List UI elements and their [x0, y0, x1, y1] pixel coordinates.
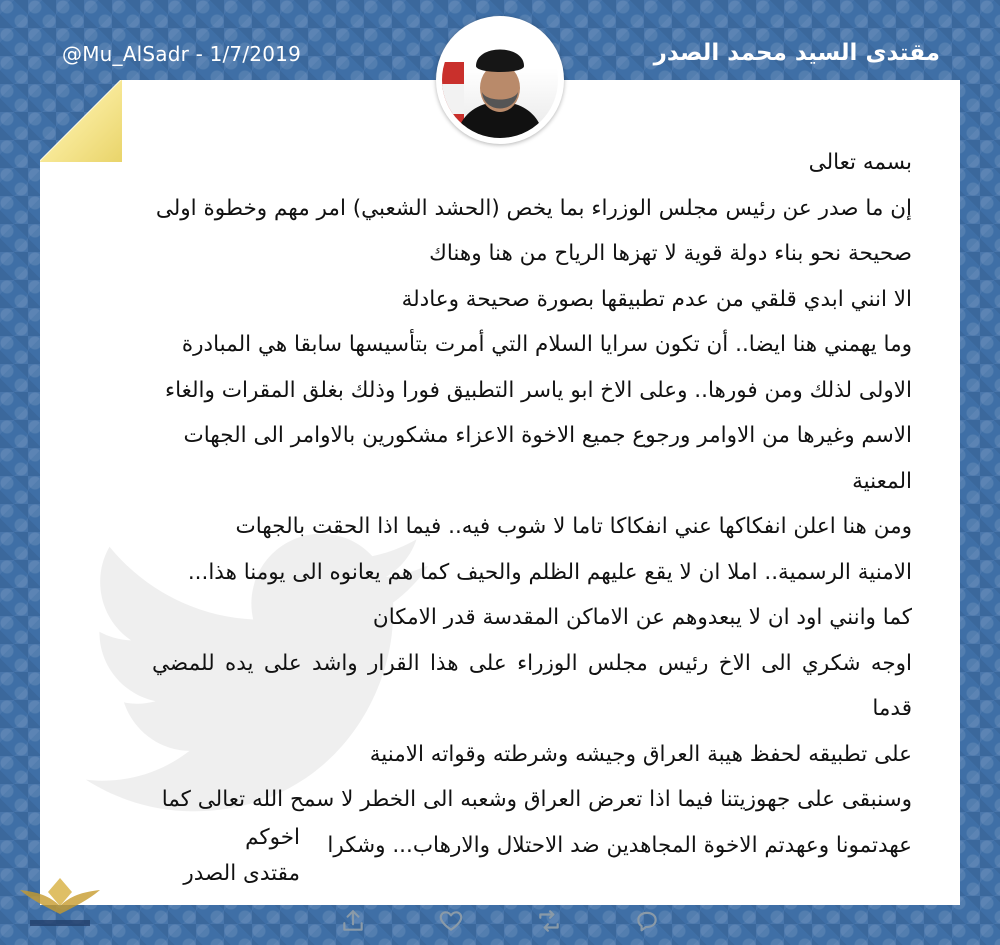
- heart-icon[interactable]: [438, 908, 464, 934]
- site-logo-watermark: [10, 870, 110, 940]
- letter-line: بسمه تعالى: [808, 150, 912, 175]
- letter-line: الا انني ابدي قلقي من عدم تطبيقها بصورة صحيحة وعادلة: [401, 286, 912, 312]
- letter-line: كما وانني اود ان لا يبعدوهم عن الاماكن المقدسة قدر الامكان: [372, 605, 912, 630]
- letter-line: صحيحة نحو بناء دولة قوية لا تهزها الرياح من هنا وهناك: [429, 241, 912, 266]
- share-icon[interactable]: [340, 908, 366, 934]
- letter-line: اوجه شكري الى الاخ رئيس مجلس الوزراء على هذا القرار واشد على يده للمضي قدما: [152, 650, 912, 721]
- avatar[interactable]: [436, 16, 564, 144]
- letter-line: إن ما صدر عن رئيس مجلس الوزراء بما يخص (الحشد الشعبي) امر مهم وخطوة اولى: [155, 195, 912, 221]
- letter-line: وسنبقى على جهوزيتنا فيما اذا تعرض العراق وشعبه الى الخطر لا سمح الله تعالى كما: [161, 787, 912, 812]
- signature-closing: اخوكم: [245, 825, 300, 850]
- person-portrait-icon: [442, 22, 558, 138]
- header-author-name: مقتدى السيد محمد الصدر: [653, 40, 940, 66]
- letter-line: الاسم وغيرها من الاوامر ورجوع جميع الاخوة الاعزاء مشكورين بالاوامر الى الجهات: [183, 423, 912, 448]
- page-fold-corner: [40, 80, 122, 162]
- letter-body: [152, 140, 912, 868]
- letter-line: المعنية: [852, 468, 912, 494]
- header-handle-date: @Mu_AlSadr - 1/7/2019: [62, 42, 301, 66]
- letter-line: الاولى لذلك ومن فورها.. وعلى الاخ ابو ياسر التطبيق فورا وذلك بغلق المقرات والغاء: [164, 377, 912, 403]
- signature: [140, 820, 300, 892]
- tweet-actions: [340, 903, 660, 939]
- letter-line: وما يهمني هنا ايضا.. أن تكون سرايا السلام التي أمرت بتأسيسها سابقا هي المبادرة: [181, 332, 912, 357]
- letter-line: على تطبيقه لحفظ هيبة العراق وجيشه وشرطته وقواته الامنية: [369, 741, 912, 767]
- letter-line: ومن هنا اعلن انفكاكها عني انفكاكا تاما لا شوب فيه.. فيما اذا الحقت بالجهات: [235, 514, 912, 539]
- letter-line: عهدتمونا وعهدتم الاخوة المجاهدين ضد الاحتلال والارهاب... وشكرا: [327, 832, 912, 858]
- signature-name: مقتدى الصدر: [183, 861, 300, 886]
- reply-icon[interactable]: [634, 908, 660, 934]
- retweet-icon[interactable]: [536, 908, 562, 934]
- letter-line: الامنية الرسمية.. املا ان لا يقع عليهم الظلم والحيف كما هم يعانوه الى يومنا هذا...: [187, 559, 912, 585]
